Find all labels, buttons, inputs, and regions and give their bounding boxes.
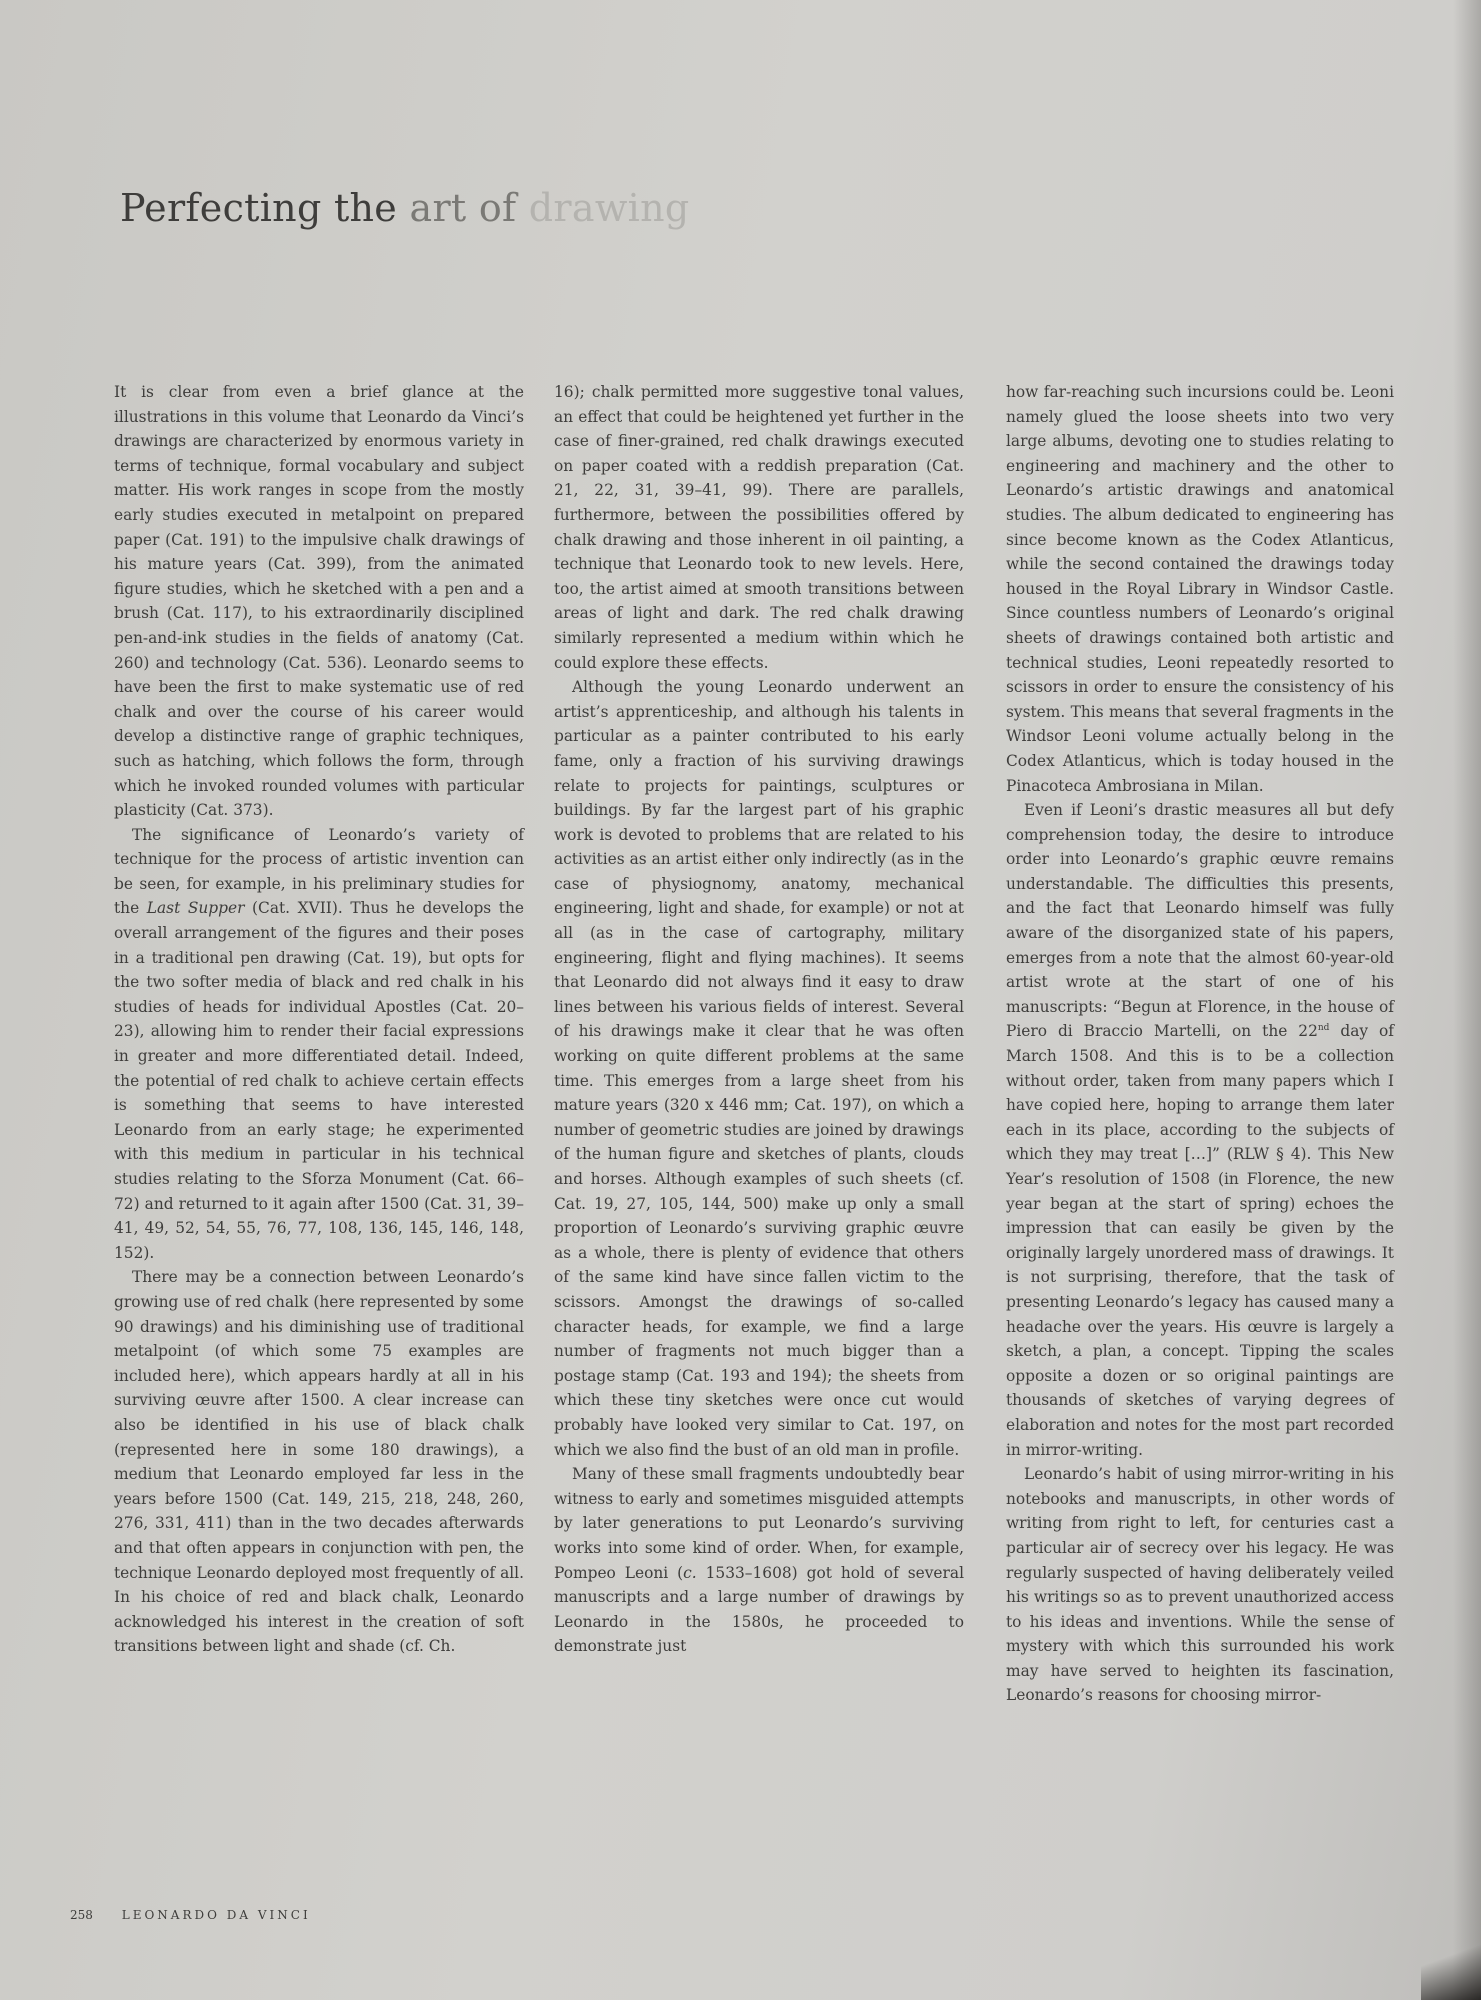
title-part-1: Perfecting the: [120, 186, 398, 230]
title-part-2: art of: [409, 186, 517, 230]
text-column-3: [1006, 380, 1394, 1708]
paragraph: Leonardo’s habit of using mirror-writing in his notebooks and manuscripts, in other words of writing from right to left, for centuries cast a particular air of secrecy over his legacy. He was regularly suspected of having deliberately veiled his writings so as to prevent unauthorized access to his ideas and inventions. While the sense of mystery with which this surrounded his work may have served to heighten its fascination, Leonardo’s reasons for choosing mirror-: [1006, 1465, 1394, 1705]
text-column-1: [114, 380, 524, 1659]
paragraph-text: The significance of Leonardo’s variety of technique for the process of artistic invention can be seen, for example, in his preliminary studies for the: [114, 825, 524, 918]
paragraph-text: Even if Leoni’s drastic measures all but defy comprehension today, the desire to introduce order into Leonardo’s graphic œuvre remains understandable. The difficulties this presents, and the fact that Leonardo himself was fully aware of the disorganized state of his papers, emerges from a note that the almost 60-year-old artist wrote at the start of one of his manuscripts: “Begun at Florence, in the house of Piero di Braccio Martelli, on the 22: [1006, 801, 1394, 1041]
running-head: LEONARDO DA VINCI: [121, 1908, 311, 1922]
title-part-3: drawing: [528, 186, 690, 230]
paragraph: how far-reaching such incursions could be. Leoni namely glued the loose sheets into two very large albums, devoting one to studies relating to engineering and machinery and the other to Leonardo’s artistic drawings and anatomical studies. The album dedicated to engineering has since become known as the Codex Atlanticus, while the second contained the drawings today housed in the Royal Library in Windsor Castle. Since countless numbers of Leonardo’s original sheets of drawings contained both artistic and technical studies, Leoni repeatedly resorted to scissors in order to ensure the consistency of his system. This means that several fragments in the Windsor Leoni volume actually belong in the Codex Atlanticus, which is today housed in the Pinacoteca Ambrosiana in Milan.: [1006, 383, 1394, 795]
paragraph: Although the young Leonardo underwent an artist’s apprenticeship, and although his talents in particular as a painter contributed to his early fame, only a fraction of his surviving drawings relate to projects for paintings, sculptures or buildings. By far the largest part of his graphic work is devoted to problems that are related to his activities as an artist either only indirectly (as in the case of physiognomy, anatomy, mechanical engineering, light and shade, for example) or not at all (as in the case of cartography, military engineering, flight and flying machines). It seems that Leonardo did not always find it easy to draw lines between his various fields of interest. Several of his drawings make it clear that he was often working on quite different problems at the same time. This emerges from a large sheet from his mature years (320 x 446 mm; Cat. 197), on which a number of geometric studies are joined by drawings of the human figure and sketches of plants, clouds and horses. Although examples of such sheets (cf. Cat. 19, 27, 105, 144, 500) make up only a small proportion of Leonardo’s surviving graphic œuvre as a whole, there is plenty of evidence that others of the same kind have since fallen victim to the scissors. Amongst the drawings of so-called character heads, for example, we find a large number of fragments not much bigger than a postage stamp (Cat. 193 and 194); the sheets from which these tiny sketches were once cut would probably have looked very similar to Cat. 197, on which we also find the bust of an old man in profile.: [554, 678, 964, 1459]
italic-abbreviation: c.: [683, 1563, 697, 1582]
page-edge-shadow: [1453, 0, 1481, 2000]
page-number: 258: [70, 1908, 93, 1922]
page-title: [120, 186, 690, 230]
page-corner-shadow: [1421, 1910, 1481, 2000]
paragraph-text: day of March 1508. And this is to be a collection without order, taken from many papers which I have copied here, hoping to arrange them later each in its place, according to the subjects of which they may treat […]” (RLW § 4). This New Year’s resolution of 1508 (in Florence, the new year began at the start of spring) echoes the impression that can easily be given by the originally largely unordered mass of drawings. It is not surprising, therefore, that the task of presenting Leonardo’s legacy has caused many a headache over the years. His œuvre is largely a sketch, a plan, a concept. Tipping the scales opposite a dozen or so original paintings are thousands of sketches of varying degrees of elaboration and notes for the most part recorded in mirror-writing.: [1006, 1022, 1394, 1459]
paragraph-text: Many of these small fragments undoubtedly bear witness to early and sometimes misguided attempts by later generations to put Leonardo’s surviving works into some kind of order. When, for example, Pompeo Leoni (: [554, 1465, 964, 1582]
paragraph: [1006, 798, 1394, 1462]
page-footer: [70, 1908, 311, 1922]
paragraph: There may be a connection between Leonardo’s growing use of red chalk (here represented by some 90 drawings) and his diminishing use of traditional metalpoint (of which some 75 examples are included here), which appears hardly at all in his surviving œuvre after 1500. A clear increase can also be identified in his use of black chalk (represented here in some 180 drawings), a medium that Leonardo employed far less in the years before 1500 (Cat. 149, 215, 218, 248, 260, 276, 331, 411) than in the two decades afterwards and that often appears in conjunction with pen, the technique Leonardo deployed most frequently of all. In his choice of red and black chalk, Leonardo acknowledged his interest in the creation of soft transitions between light and shade (cf. Ch.: [114, 1268, 524, 1656]
paragraph: [114, 823, 524, 1266]
paragraph: It is clear from even a brief glance at the illustrations in this volume that Leonardo da Vinci’s drawings are characterized by enormous variety in terms of technique, formal vocabulary and subject matter. His work ranges in scope from the mostly early studies executed in metalpoint on prepared paper (Cat. 191) to the impulsive chalk drawings of his mature years (Cat. 399), from the animated figure studies, which he sketched with a pen and a brush (Cat. 117), to his extraordinarily disciplined pen-and-ink studies in the fields of anatomy (Cat. 260) and technology (Cat. 536). Leonardo seems to have been the first to make systematic use of red chalk and over the course of his career would develop a distinctive range of graphic techniques, such as hatching, which follows the form, through which he invoked rounded volumes with particular plasticity (Cat. 373).: [114, 383, 524, 820]
paragraph: 16); chalk permitted more suggestive tonal values, an effect that could be heightened yet further in the case of finer-grained, red chalk drawings executed on paper coated with a reddish preparation (Cat. 21, 22, 31, 39–41, 99). There are parallels, furthermore, between the possibilities offered by chalk drawing and those inherent in oil painting, a technique that Leonardo took to new levels. Here, too, the artist aimed at smooth transitions between areas of light and dark. The red chalk drawing similarly represented a medium within which he could explore these effects.: [554, 383, 964, 672]
text-column-2: [554, 380, 964, 1659]
paragraph-text: (Cat. XVII). Thus he develops the overall arrangement of the figures and their poses in a traditional pen drawing (Cat. 19), but opts for the two softer media of black and red chalk in his studies of heads for individual Apostles (Cat. 20–23), allowing him to render their facial expressions in greater and more differentiated detail. Indeed, the potential of red chalk to achieve certain effects is something that seems to have interested Leonardo from an early stage; he experimented with this medium in particular in his technical studies relating to the Sforza Monument (Cat. 66–72) and returned to it again after 1500 (Cat. 31, 39–41, 49, 52, 54, 55, 76, 77, 108, 136, 145, 146, 148, 152).: [114, 899, 524, 1262]
paragraph: [554, 1462, 964, 1659]
paragraph-text: 1533–1608) got hold of several manuscripts and a large number of drawings by Leonardo in the 1580s, he proceeded to demonstrate just: [554, 1563, 964, 1656]
italic-title: Last Supper: [146, 899, 245, 918]
superscript: nd: [1317, 1023, 1330, 1034]
